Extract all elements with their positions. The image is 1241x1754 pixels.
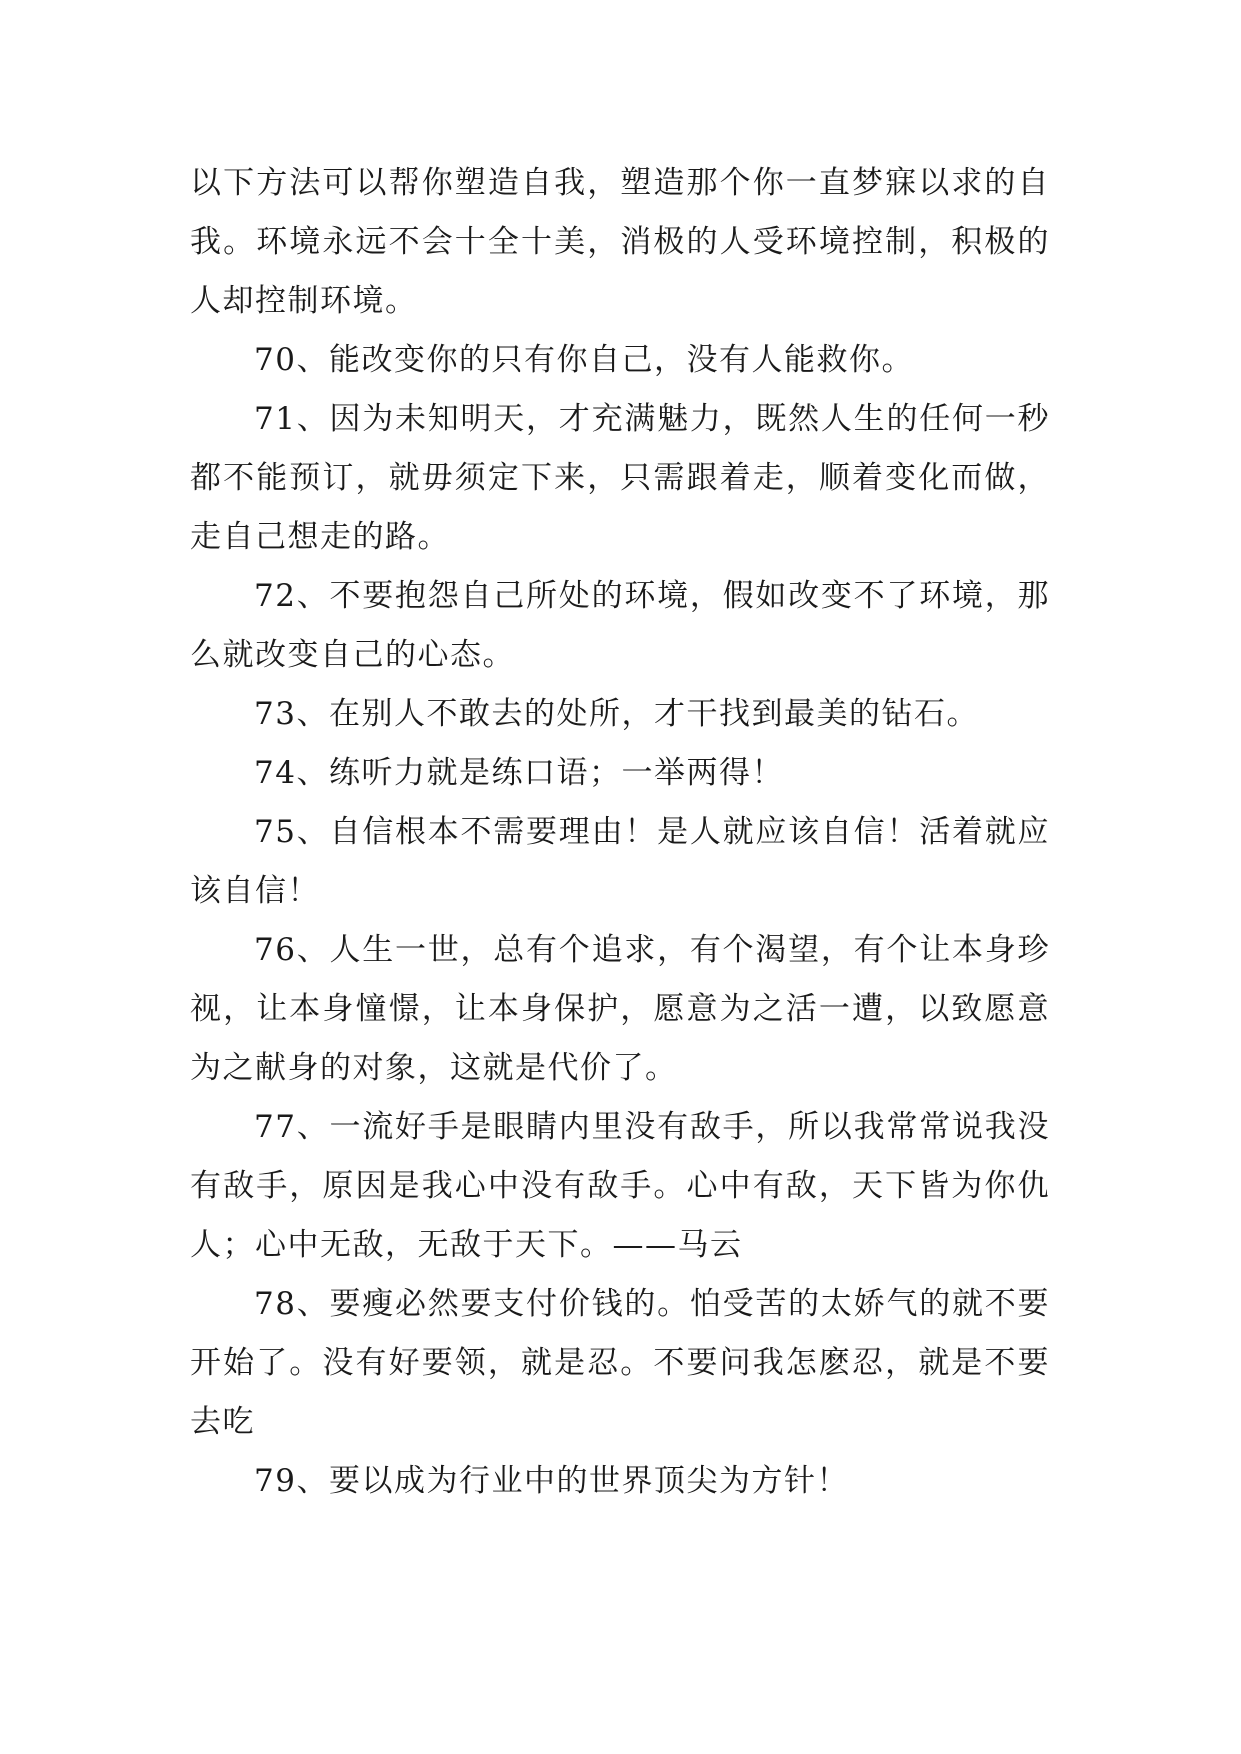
paragraph-intro: 以下方法可以帮你塑造自我，塑造那个你一直梦寐以求的自我。环境永远不会十全十美，消极的人受环境控制，积极的人却控制环境。 (190, 165, 1050, 319)
paragraph-70: 70、能改变你的只有你自己，没有人能救你。 (254, 342, 914, 378)
document-body (190, 154, 1050, 1511)
paragraph-79: 79、要以成为行业中的世界顶尖为方针！ (254, 1463, 849, 1499)
paragraph-75: 75、自信根本不需要理由！是人就应该自信！活着就应该自信！ (190, 814, 1050, 909)
paragraph-72: 72、不要抱怨自己所处的环境，假如改变不了环境，那么就改变自己的心态。 (190, 578, 1050, 673)
paragraph-78: 78、要瘦必然要支付价钱的。怕受苦的太娇气的就不要开始了。没有好要领，就是忍。不要问我怎麽忍，就是不要去吃 (190, 1286, 1050, 1440)
paragraph-77: 77、一流好手是眼睛内里没有敌手，所以我常常说我没有敌手，原因是我心中没有敌手。心中有敌，天下皆为你仇人；心中无敌，无敌于天下。——马云 (190, 1109, 1050, 1263)
paragraph-74: 74、练听力就是练口语；一举两得！ (254, 755, 784, 791)
paragraph-73: 73、在别人不敢去的处所，才干找到最美的钻石。 (254, 696, 979, 732)
paragraph-76: 76、人生一世，总有个追求，有个渴望，有个让本身珍视，让本身憧憬，让本身保护，愿意为之活一遭，以致愿意为之献身的对象，这就是代价了。 (190, 932, 1050, 1086)
paragraph-71: 71、因为未知明天，才充满魅力，既然人生的任何一秒都不能预订，就毋须定下来，只需跟着走，顺着变化而做，走自己想走的路。 (190, 401, 1050, 555)
